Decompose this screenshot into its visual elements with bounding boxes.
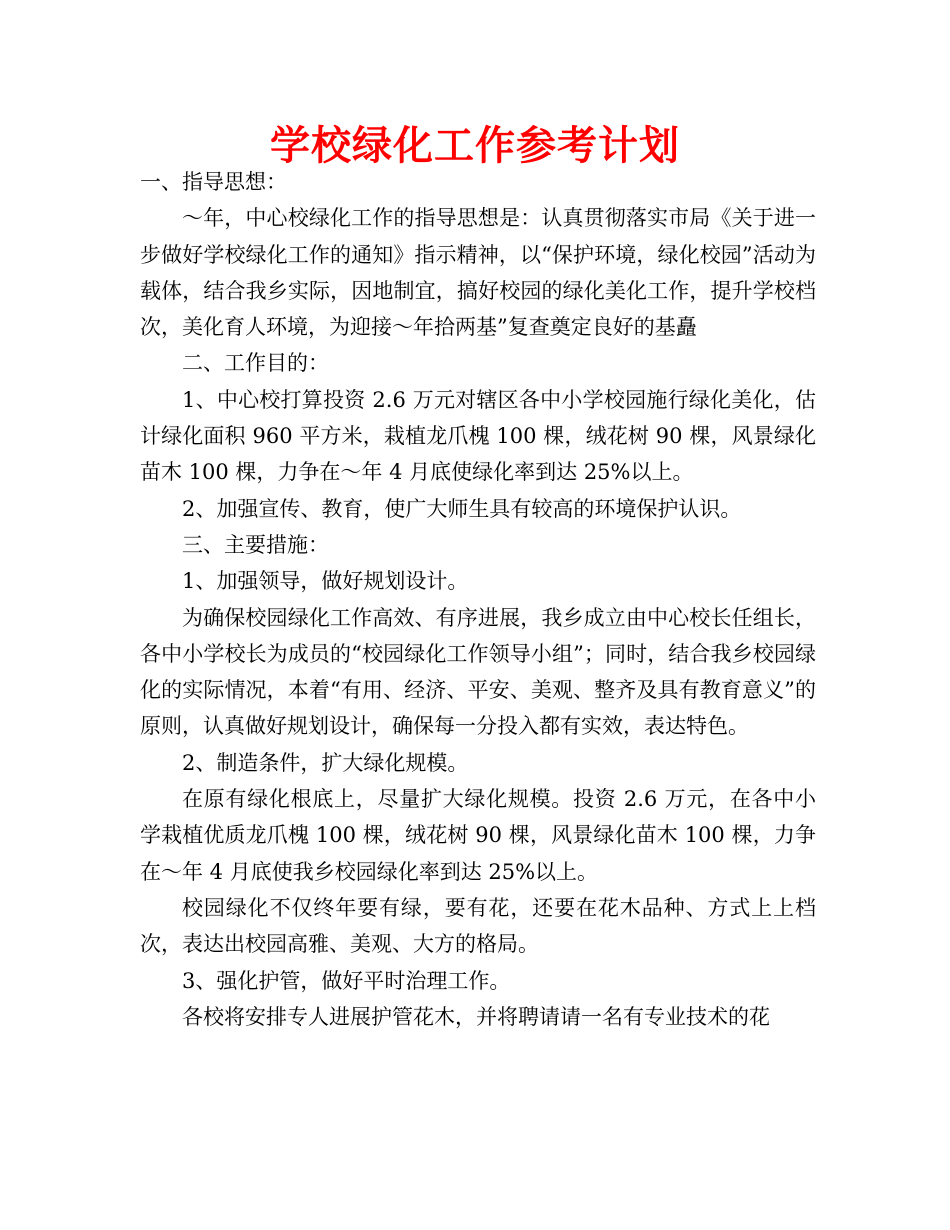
subheading-measure-3: 3、强化护管，做好平时治理工作。 [182, 968, 511, 993]
paragraph-guiding-thought: ～年，中心校绿化工作的指导思想是：认真贯彻落实市局《关于进一步做好学校绿化工作的通知》指示精神，以“保护环境，绿化校园”活动为载体，结合我乡实际，因地制宜，搞好校园的绿化美化工作，提升学校档次，美化育人环境，为迎接～年拾两基”复查奠定良好的基矗 [140, 206, 816, 340]
subheading-measure-1: 1、加强领导，做好规划设计。 [182, 569, 469, 594]
heading-guiding-thought: 一、指导思想： [140, 170, 287, 194]
heading-main-measures: 三、主要措施： [182, 532, 329, 557]
paragraph-goal-1: 1、中心校打算投资 2.6 万元对辖区各中小学校园施行绿化美化，估计绿化面积 960 平方米，栽植龙爪槐 100 棵，绒花树 90 棵，风景绿化苗木 100 棵，力争在～年 4 月底使绿化率到达 25%以上。 [140, 387, 816, 485]
heading-work-goals: 二、工作目的： [182, 351, 329, 376]
document-title: 学校绿化工作参考计划 [270, 122, 680, 169]
paragraph-goal-2: 2、加强宣传、教育，使广大师生具有较高的环境保护认识。 [182, 496, 742, 521]
paragraph-measure-2a: 在原有绿化根底上，尽量扩大绿化规模。投资 2.6 万元，在各中小学栽植优质龙爪槐 100 棵，绒花树 90 棵，风景绿化苗木 100 棵，力争在～年 4 月底使我乡校园绿化率到达 25%以上。 [140, 787, 816, 884]
paragraph-measure-2b: 校园绿化不仅终年要有绿，要有花，还要在花木品种、方式上上档次，表达出校园高雅、美观、大方的格局。 [140, 895, 816, 957]
document-body [140, 164, 816, 1035]
paragraph-measure-1: 为确保校园绿化工作高效、有序进展，我乡成立由中心校长任组长，各中小学校长为成员的“校园绿化工作领导小组”；同时，结合我乡校园绿化的实际情况，本着“有用、经济、平安、美观、整齐及具有教育意义”的原则，认真做好规划设计，确保每一分投入都有实效，表达特色。 [140, 605, 816, 739]
subheading-measure-2: 2、制造条件，扩大绿化规模。 [182, 750, 469, 775]
paragraph-measure-3: 各校将安排专人进展护管花木，并将聘请请一名有专业技术的花 [182, 1004, 770, 1029]
